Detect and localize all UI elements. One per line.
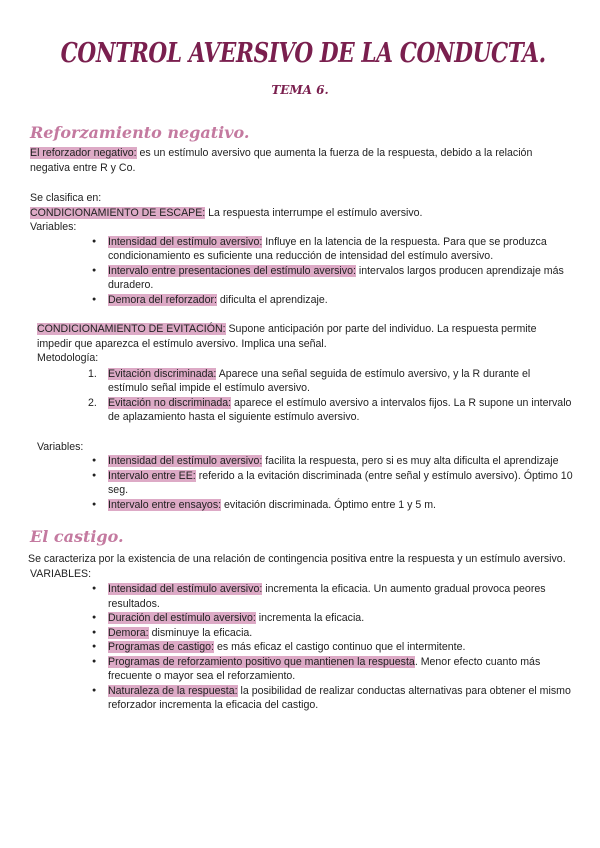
escape-text: La respuesta interrumpe el estímulo aversivo. xyxy=(205,206,423,219)
heading-reforzamiento-negativo: Reforzamiento negativo. xyxy=(30,123,250,142)
highlight-term: Intervalo entre EE: xyxy=(108,469,196,482)
item-text: dificulta el aprendizaje. xyxy=(216,293,328,306)
highlight-term: Intensidad del estímulo aversivo: xyxy=(108,583,263,595)
highlight-term: CONDICIONAMIENTO DE ESCAPE: xyxy=(30,206,206,219)
castigo-intro: Se caracteriza por la existencia de una relación de contingencia positiva entre la respuesta y un estímulo aversivo. xyxy=(28,553,566,565)
item-text: Influye en la latencia de la respuesta. Para que se produzca condicionamiento es suficiente una reducción de intensidad del estímulo aversivo. xyxy=(108,235,547,262)
highlight-term: Evitación discriminada: xyxy=(108,367,217,380)
list-number: 1. xyxy=(88,367,97,380)
highlight-term: Duración del estímulo aversivo: xyxy=(108,612,256,624)
page-subtitle: TEMA 6. xyxy=(271,83,329,97)
item-text: evitación discriminada. Óptimo entre 1 y 5 m. xyxy=(221,498,436,511)
methodology-list xyxy=(88,367,573,425)
highlight-term: Demora: xyxy=(108,626,149,639)
definition-paragraph xyxy=(30,146,575,175)
list-item xyxy=(88,396,573,425)
list-item xyxy=(108,264,573,293)
item-text: aparece el estímulo aversivo a intervalos fijos. La R supone un intervalo de aplazamiento hasta el siguiente estímulo aversivo. xyxy=(108,396,572,423)
list-item xyxy=(108,582,573,611)
methodology-label: Metodología: xyxy=(37,352,99,364)
item-text: la posibilidad de realizar conductas alternativas para obtener el mismo reforzador incrementa la eficacia del castigo. xyxy=(108,684,571,711)
list-item xyxy=(108,684,573,713)
variables-label: VARIABLES: xyxy=(30,567,92,580)
avoidance-paragraph xyxy=(37,322,567,351)
highlight-term: CONDICIONAMIENTO DE EVITACIÓN: xyxy=(37,323,226,335)
highlight-term: Demora del reforzador: xyxy=(108,293,217,306)
list-item xyxy=(108,454,573,469)
list-item xyxy=(108,640,573,655)
castigo-variables-list xyxy=(108,582,573,713)
list-item xyxy=(108,469,573,498)
highlight-term: El reforzador negativo: xyxy=(30,147,137,159)
item-text: referido a la evitación discriminada (entre señal y estímulo aversivo). Óptimo 10 seg. xyxy=(108,469,573,496)
variables-label: Variables: xyxy=(37,440,84,453)
list-number: 2. xyxy=(88,396,97,409)
list-item xyxy=(108,235,573,264)
highlight-term: Programas de castigo: xyxy=(108,641,214,653)
list-item xyxy=(88,367,573,396)
item-text: facilita la respuesta, pero si es muy alta dificulta el aprendizaje xyxy=(262,455,559,467)
highlight-term: Intensidad del estímulo aversivo: xyxy=(108,455,263,467)
list-item xyxy=(108,655,573,684)
heading-el-castigo: El castigo. xyxy=(30,527,124,546)
item-text: incrementa la eficacia. Un aumento gradual provoca peores resultados. xyxy=(108,583,546,610)
item-text: Aparece una señal seguida de estímulo aversivo, y la R durante el estímulo señal impide el estímulo aversivo. xyxy=(108,367,531,394)
list-item xyxy=(108,293,573,308)
avoidance-variables-list xyxy=(108,454,573,512)
highlight-term: Programas de reforzamiento positivo que mantienen la respuesta xyxy=(108,655,415,668)
item-text: es más eficaz el castigo continuo que el intermitente. xyxy=(214,641,466,653)
classify-label: Se clasifica en: xyxy=(30,192,102,204)
escape-paragraph xyxy=(30,206,575,221)
highlight-term: Intervalo entre ensayos: xyxy=(108,498,222,511)
item-text: intervalos largos producen aprendizaje más duradero. xyxy=(108,264,564,291)
page-title-wrap xyxy=(0,36,600,72)
definition-text: es un estímulo aversivo que aumenta la fuerza de la respuesta, debido a la relación negativa entre R y Co. xyxy=(30,147,533,174)
highlight-term: Naturaleza de la respuesta: xyxy=(108,684,238,697)
page-title: CONTROL AVERSIVO DE LA CONDUCTA. xyxy=(60,38,546,69)
variables-label: Variables: xyxy=(30,221,77,233)
item-text: incrementa la eficacia. xyxy=(255,612,365,624)
highlight-term: Intervalo entre presentaciones del estímulo aversivo: xyxy=(108,264,356,277)
list-item xyxy=(108,611,573,626)
list-item xyxy=(108,498,573,513)
list-item xyxy=(108,626,573,641)
item-text: disminuye la eficacia. xyxy=(148,626,253,639)
highlight-term: Evitación no discriminada: xyxy=(108,396,232,409)
avoidance-text: Supone anticipación por parte del individuo. La respuesta permite impedir que aparezca el estímulo aversivo. Implica una señal. xyxy=(37,323,537,350)
escape-variables-list xyxy=(108,235,573,308)
highlight-term: Intensidad del estímulo aversivo: xyxy=(108,235,263,248)
item-text: . Menor efecto cuanto más frecuente o mayor sea el reforzamiento. xyxy=(108,655,541,682)
